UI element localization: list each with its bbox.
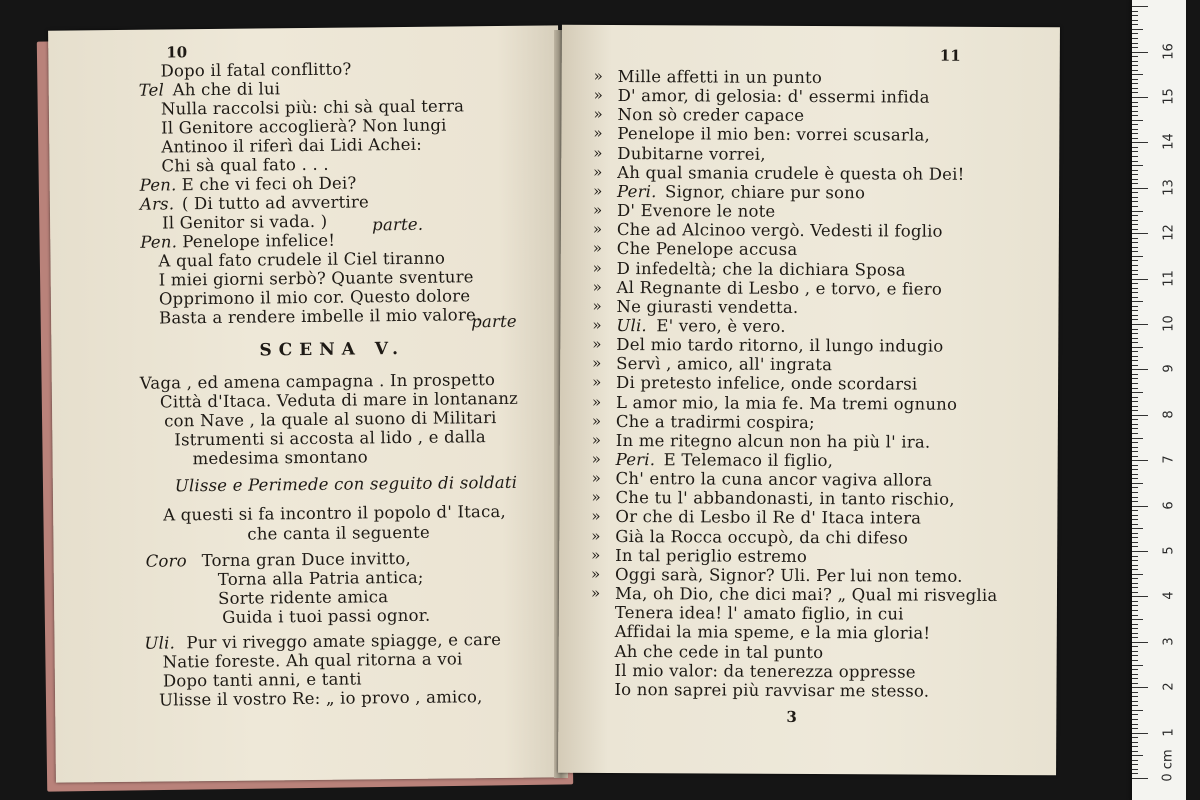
- verse-line: Io non saprei più ravvisar me stesso.: [614, 679, 930, 701]
- ruler-tick: [1132, 33, 1138, 34]
- ruler-tick: [1132, 665, 1143, 666]
- ruler-tick: [1132, 483, 1143, 484]
- quote-mark: »: [591, 564, 601, 583]
- verse-line: D' amor, di gelosia: d' essermi infida: [617, 85, 930, 107]
- ruler-tick: [1132, 74, 1143, 75]
- ruler-tick: [1132, 115, 1138, 116]
- quote-mark: »: [593, 66, 603, 85]
- ruler-tick: [1132, 142, 1148, 143]
- ruler-tick: [1132, 338, 1138, 339]
- ruler-tick: [1132, 165, 1143, 166]
- ruler-tick: [1132, 274, 1138, 275]
- ruler-tick: [1132, 419, 1138, 420]
- verse-line: Signor, chiare pur sono: [665, 182, 866, 203]
- ruler-number: 3: [1161, 637, 1177, 646]
- quote-mark: »: [593, 104, 603, 123]
- ruler-tick: [1132, 179, 1138, 180]
- quote-mark: »: [592, 334, 602, 353]
- ruler-tick: [1132, 83, 1138, 84]
- ruler-tick: [1132, 229, 1138, 230]
- quote-mark: »: [593, 85, 603, 104]
- quote-mark: »: [591, 449, 601, 468]
- speaker-label: Uli.: [616, 315, 647, 336]
- ruler-tick: [1132, 515, 1138, 516]
- ruler-tick: [1132, 6, 1148, 7]
- description-line: Vaga , ed amena campagna . In prospetto: [139, 370, 496, 393]
- ruler-tick: [1132, 415, 1148, 416]
- ruler-tick: [1132, 378, 1138, 379]
- ruler-number: 13: [1161, 179, 1177, 196]
- ruler-tick: [1132, 65, 1138, 66]
- ruler-tick: [1132, 192, 1138, 193]
- quote-mark: »: [592, 200, 603, 219]
- verse-line: D' Evenore le note: [616, 200, 776, 221]
- ruler-tick: [1132, 360, 1138, 361]
- ruler-tick: [1132, 438, 1143, 439]
- ruler-tick: [1132, 778, 1148, 779]
- verse-line: Opprimono il mio cor. Questo dolore: [158, 286, 471, 309]
- ruler-tick: [1132, 206, 1138, 207]
- ruler-tick: [1132, 710, 1143, 711]
- verse-line: Servì , amico, all' ingrata: [616, 353, 833, 375]
- ruler-tick: [1132, 651, 1138, 652]
- ruler-tick: [1132, 133, 1138, 134]
- ruler-tick: [1132, 605, 1138, 606]
- verse-line: Tenera idea! l' amato figlio, in cui: [614, 602, 904, 624]
- ruler-tick: [1132, 270, 1138, 271]
- speaker-label: Peri.: [615, 449, 656, 470]
- verse-line: Ne giurasti vendetta.: [616, 296, 799, 317]
- ruler-number: 1: [1161, 728, 1177, 737]
- ruler-tick: [1132, 383, 1138, 384]
- ruler-tick: [1132, 52, 1148, 53]
- verse-line: In tal periglio estremo: [615, 545, 808, 566]
- ruler-number: 12: [1161, 224, 1177, 241]
- verse-line: Chi sà qual fato . . .: [161, 154, 329, 176]
- ruler-tick: [1132, 733, 1148, 734]
- ruler-tick: [1132, 256, 1143, 257]
- verse-line: Il Genitor si vada. ): [161, 211, 328, 233]
- ruler-tick: [1132, 170, 1138, 171]
- quote-mark: »: [592, 315, 602, 334]
- ruler-tick: [1132, 674, 1138, 675]
- verse-line: Ah che di lui: [172, 79, 281, 100]
- ruler-tick: [1132, 260, 1138, 261]
- ruler-tick: [1132, 324, 1148, 325]
- ruler-tick: [1132, 374, 1138, 375]
- ruler-tick: [1132, 161, 1138, 162]
- quote-mark: »: [591, 468, 601, 487]
- ruler-tick: [1132, 369, 1148, 370]
- ruler-tick: [1132, 242, 1138, 243]
- ruler-tick: [1132, 678, 1138, 679]
- verse-line: ( Di tutto ad avvertire: [181, 192, 370, 214]
- ruler-tick: [1132, 596, 1148, 597]
- ruler-tick: [1132, 587, 1138, 588]
- speaker-label: Peri.: [617, 181, 657, 202]
- ruler-tick: [1132, 592, 1138, 593]
- quote-mark: »: [593, 143, 603, 162]
- ruler-tick: [1132, 465, 1138, 466]
- ruler-tick: [1132, 56, 1138, 57]
- ruler-tick: [1132, 265, 1138, 266]
- verse-line: Ah qual smania crudele è questa oh Dei!: [617, 162, 965, 184]
- characters-line: Ulisse e Perimede con seguito di soldati: [174, 472, 518, 496]
- quote-mark: »: [593, 123, 603, 142]
- ruler-tick: [1132, 301, 1143, 302]
- ruler-tick: [1132, 38, 1138, 39]
- verse-line: Che ad Alcinoo vergò. Vedesti il foglio: [616, 219, 943, 241]
- exit-direction: parte: [471, 311, 517, 332]
- ruler-tick: [1132, 687, 1148, 688]
- quote-mark: »: [592, 219, 603, 238]
- ruler-tick: [1132, 456, 1138, 457]
- ruler-tick: [1132, 642, 1148, 643]
- ruler-tick: [1132, 238, 1138, 239]
- verse-line: Ulisse il vostro Re: „ io provo , amico,: [158, 687, 483, 710]
- ruler-tick: [1132, 188, 1148, 189]
- ruler-tick: [1132, 719, 1138, 720]
- ruler-tick: [1132, 497, 1138, 498]
- ruler-number: 6: [1161, 501, 1177, 510]
- ruler-tick: [1132, 610, 1138, 611]
- ruler-tick: [1132, 569, 1138, 570]
- ruler-tick: [1132, 556, 1138, 557]
- verse-line: Dubitarne vorrei,: [617, 143, 766, 164]
- ruler-tick: [1132, 79, 1138, 80]
- verse-line: Basta a rendere imbelle il mio valore.: [158, 305, 482, 328]
- quote-mark: »: [591, 506, 601, 525]
- ruler-tick: [1132, 102, 1138, 103]
- ruler-tick: [1132, 633, 1138, 634]
- ruler-tick: [1132, 47, 1138, 48]
- ruler-tick: [1132, 319, 1138, 320]
- ruler-tick: [1132, 683, 1138, 684]
- quote-mark: »: [591, 487, 601, 506]
- ruler-tick: [1132, 773, 1138, 774]
- chorus-verse: Guida i tuoi passi ognor.: [222, 605, 431, 627]
- ruler-tick: [1132, 147, 1138, 148]
- ruler-tick: [1132, 97, 1148, 98]
- ruler-tick: [1132, 578, 1138, 579]
- ruler-tick: [1132, 574, 1143, 575]
- ruler-tick: [1132, 469, 1138, 470]
- ruler-tick: [1132, 401, 1138, 402]
- ruler-tick: [1132, 742, 1138, 743]
- ruler-tick: [1132, 433, 1138, 434]
- quote-mark: »: [593, 162, 603, 181]
- ruler-tick: [1132, 306, 1138, 307]
- description-line: medesima smontano: [192, 447, 368, 469]
- quote-mark: »: [591, 526, 601, 545]
- ruler-tick: [1132, 329, 1138, 330]
- ruler-tick: [1132, 442, 1138, 443]
- verse-line: Del mio tardo ritorno, il lungo indugio: [616, 334, 944, 356]
- ruler-tick: [1132, 506, 1148, 507]
- verse-line: In me ritegno alcun non ha più l' ira.: [615, 430, 931, 452]
- ruler-tick: [1132, 624, 1138, 625]
- speaker-label: Pen.: [139, 175, 177, 195]
- quote-mark: »: [593, 181, 603, 200]
- ruler-tick: [1132, 129, 1138, 130]
- verse-line: Al Regnante di Lesbo , e torvo, e fiero: [616, 277, 943, 299]
- ruler-tick: [1132, 474, 1138, 475]
- ruler-tick: [1132, 546, 1138, 547]
- verse-line: Ma, oh Dio, che dici mai? „ Qual mi risveglia: [614, 583, 998, 605]
- ruler-tick: [1132, 542, 1138, 543]
- ruler-tick: [1132, 183, 1138, 184]
- verse-line: Che a tradirmi cospira;: [615, 411, 815, 433]
- ruler-number: 9: [1161, 364, 1177, 373]
- quote-mark: »: [592, 277, 602, 296]
- scene-heading: SCENA V.: [259, 338, 406, 361]
- ruler-tick: [1132, 701, 1138, 702]
- ruler-tick: [1132, 11, 1138, 12]
- speaker-label: Pen.: [140, 232, 178, 252]
- ruler-tick: [1132, 760, 1138, 761]
- ruler-tick: [1132, 424, 1138, 425]
- verse-line: Natie foreste. Ah qual ritorna a voi: [162, 649, 463, 672]
- ruler-tick: [1132, 492, 1138, 493]
- ruler-tick: [1132, 524, 1138, 525]
- ruler-tick: [1132, 356, 1138, 357]
- ruler-number: 0 cm: [1160, 749, 1176, 782]
- ruler-number: 14: [1161, 133, 1177, 150]
- signature-mark: 3: [786, 707, 797, 726]
- ruler-tick: [1132, 24, 1138, 25]
- ruler-tick: [1132, 669, 1138, 670]
- ruler-tick: [1132, 61, 1138, 62]
- verse-line: Il mio valor: da tenerezza oppresse: [614, 660, 916, 682]
- ruler-tick: [1132, 728, 1138, 729]
- ruler-tick: [1132, 510, 1138, 511]
- ruler-tick: [1132, 528, 1143, 529]
- ruler-tick: [1132, 560, 1138, 561]
- left-page: [48, 25, 566, 782]
- left-page-number: 10: [166, 43, 188, 62]
- chorus-verse: Torna alla Patria antica;: [217, 567, 424, 589]
- ruler-tick: [1132, 537, 1138, 538]
- ruler-tick: [1132, 533, 1138, 534]
- speaker-label: Tel: [138, 80, 165, 100]
- verse-line: Affidai la mia speme, e la mia gloria!: [614, 621, 931, 643]
- ruler-tick: [1132, 351, 1138, 352]
- quote-mark: »: [591, 411, 602, 430]
- verse-line: L amor mio, la mia fe. Ma tremi ognuno: [615, 392, 958, 414]
- ruler-tick: [1132, 565, 1138, 566]
- speaker-label: Ars.: [139, 194, 175, 214]
- ruler-tick: [1132, 288, 1138, 289]
- ruler-tick: [1132, 220, 1138, 221]
- verse-line: Mille affetti in un punto: [617, 66, 823, 88]
- ruler-tick: [1132, 705, 1138, 706]
- ruler-tick: [1132, 20, 1138, 21]
- ruler-tick: [1132, 692, 1138, 693]
- ruler-tick: [1132, 746, 1138, 747]
- verse-line: A qual fato crudele il Ciel tiranno: [158, 248, 446, 271]
- verse-line: Non sò creder capace: [617, 104, 805, 125]
- ruler-tick: [1132, 751, 1138, 752]
- exit-direction: parte.: [372, 214, 424, 235]
- chorus-verse: Sorte ridente amica: [217, 587, 389, 608]
- speaker-label: Coro: [145, 551, 187, 571]
- ruler-tick: [1132, 106, 1138, 107]
- verse-line: E' vero, è vero.: [656, 316, 786, 336]
- verse-line: D infedeltà; che la dichiara Sposa: [616, 258, 906, 280]
- ruler-tick: [1132, 451, 1138, 452]
- ruler-tick: [1132, 764, 1138, 765]
- verse-line: Ah che cede in tal punto: [614, 641, 824, 663]
- ruler-tick: [1132, 724, 1138, 725]
- intro-line: A questi si fa incontro il popolo d' Itaca,: [163, 501, 507, 525]
- verse-line: Antinoo il riferì dai Lidi Achei:: [161, 134, 423, 157]
- right-page: [558, 25, 1060, 776]
- quote-mark: »: [592, 372, 602, 391]
- quote-mark: »: [591, 430, 602, 449]
- ruler-tick: [1132, 138, 1138, 139]
- ruler-number: 16: [1161, 43, 1177, 60]
- quote-mark: »: [591, 392, 602, 411]
- description-line: con Nave , la quale al suono di Militari: [164, 408, 497, 431]
- ruler-tick: [1132, 197, 1138, 198]
- ruler-tick: [1132, 297, 1138, 298]
- ruler-number: 15: [1161, 88, 1177, 105]
- verse-line: Già la Rocca occupò, da chi difeso: [615, 526, 909, 548]
- ruler-tick: [1132, 283, 1138, 284]
- ruler-tick: [1132, 714, 1138, 715]
- description-line: Città d'Itaca. Veduta di mare in lontananz: [159, 388, 519, 412]
- ruler-tick: [1132, 29, 1143, 30]
- ruler-tick: [1132, 247, 1138, 248]
- ruler-number: 5: [1161, 546, 1177, 555]
- ruler-tick: [1132, 397, 1138, 398]
- verse-line: Or che di Lesbo il Re d' Itaca intera: [615, 506, 922, 528]
- ruler-tick: [1132, 88, 1138, 89]
- ruler-tick: [1132, 365, 1138, 366]
- ruler-number: 2: [1161, 682, 1177, 691]
- ruler-tick: [1132, 410, 1138, 411]
- ruler-tick: [1132, 628, 1138, 629]
- quote-mark: »: [592, 353, 602, 372]
- description-line: Istrumenti si accosta al lido , e dalla: [174, 427, 486, 450]
- verse-line: Penelope infelice!: [182, 230, 336, 252]
- ruler-tick: [1132, 251, 1138, 252]
- ruler-tick: [1132, 615, 1138, 616]
- ruler-tick: [1132, 406, 1138, 407]
- quote-mark: »: [591, 545, 601, 564]
- verse-line: Oggi sarà, Signor? Uli. Per lui non temo.: [615, 564, 963, 586]
- ruler-tick: [1132, 111, 1138, 112]
- ruler-tick: [1132, 583, 1138, 584]
- ruler-tick: [1132, 655, 1138, 656]
- ruler-tick: [1132, 233, 1148, 234]
- verse-line: Pur vi riveggo amate spiagge, e care: [186, 629, 502, 653]
- ruler-tick: [1132, 279, 1148, 280]
- ruler-tick: [1132, 769, 1138, 770]
- quote-mark: »: [590, 583, 601, 602]
- ruler-tick: [1132, 215, 1138, 216]
- chorus-verse: Torna gran Duce invitto,: [201, 548, 411, 571]
- verse-line: Penelope il mio ben: vorrei scusarla,: [617, 123, 931, 145]
- intro-line: che canta il seguente: [247, 522, 430, 544]
- ruler-tick: [1132, 342, 1138, 343]
- ruler-tick: [1132, 487, 1138, 488]
- verse-line: Che Penelope accusa: [616, 238, 798, 259]
- verse-line: Dopo il fatal conflitto?: [160, 59, 352, 81]
- quote-mark: »: [592, 258, 602, 277]
- ruler-tick: [1132, 201, 1138, 202]
- ruler-tick: [1132, 15, 1138, 16]
- measuring-ruler: [1132, 0, 1186, 800]
- ruler-tick: [1132, 601, 1138, 602]
- quote-mark: »: [592, 296, 602, 315]
- ruler-tick: [1132, 70, 1138, 71]
- verse-line: I miei giorni serbò? Quante sventure: [158, 267, 474, 290]
- ruler-tick: [1132, 646, 1138, 647]
- ruler-tick: [1132, 43, 1138, 44]
- ruler-number: 11: [1161, 270, 1177, 287]
- verse-line: E Telemaco il figlio,: [663, 450, 834, 471]
- ruler-tick: [1132, 124, 1138, 125]
- ruler-tick: [1132, 460, 1148, 461]
- ruler-tick: [1132, 696, 1138, 697]
- ruler-tick: [1132, 660, 1138, 661]
- verse-line: Che tu l' abbandonasti, in tanto rischio,: [615, 487, 955, 509]
- ruler-number: 8: [1161, 410, 1177, 419]
- ruler-tick: [1132, 174, 1138, 175]
- verse-line: Dopo tanti anni, e tanti: [162, 669, 362, 691]
- ruler-tick: [1132, 151, 1138, 152]
- ruler-tick: [1132, 619, 1143, 620]
- ruler-tick: [1132, 388, 1138, 389]
- ruler-tick: [1132, 347, 1143, 348]
- ruler-tick: [1132, 156, 1138, 157]
- ruler-tick: [1132, 755, 1143, 756]
- ruler-tick: [1132, 551, 1148, 552]
- ruler-tick: [1132, 447, 1138, 448]
- verse-line: E che vi feci oh Dei?: [181, 173, 357, 195]
- verse-line: Ch' entro la cuna ancor vagiva allora: [615, 468, 933, 490]
- verse-line: Il Genitore accoglierà? Non lungi: [161, 115, 447, 138]
- ruler-tick: [1132, 292, 1138, 293]
- ruler-tick: [1132, 224, 1138, 225]
- ruler-number: 7: [1161, 455, 1177, 464]
- ruler-tick: [1132, 501, 1138, 502]
- ruler-number: 4: [1161, 591, 1177, 600]
- ruler-tick: [1132, 519, 1138, 520]
- ruler-tick: [1132, 392, 1143, 393]
- ruler-tick: [1132, 92, 1138, 93]
- verse-line: Di pretesto infelice, onde scordarsi: [616, 372, 918, 394]
- ruler-tick: [1132, 737, 1138, 738]
- right-page-number: 11: [939, 46, 961, 65]
- ruler-tick: [1132, 428, 1138, 429]
- speaker-label: Uli.: [144, 633, 176, 653]
- ruler-tick: [1132, 478, 1138, 479]
- ruler-tick: [1132, 333, 1138, 334]
- ruler-tick: [1132, 120, 1143, 121]
- verse-line: Nulla raccolsi più: chi sà qual terra: [160, 96, 465, 119]
- ruler-tick: [1132, 315, 1138, 316]
- ruler-tick: [1132, 310, 1138, 311]
- ruler-number: 10: [1161, 315, 1177, 332]
- ruler-tick: [1132, 637, 1138, 638]
- ruler-tick: [1132, 211, 1143, 212]
- quote-mark: »: [592, 238, 603, 257]
